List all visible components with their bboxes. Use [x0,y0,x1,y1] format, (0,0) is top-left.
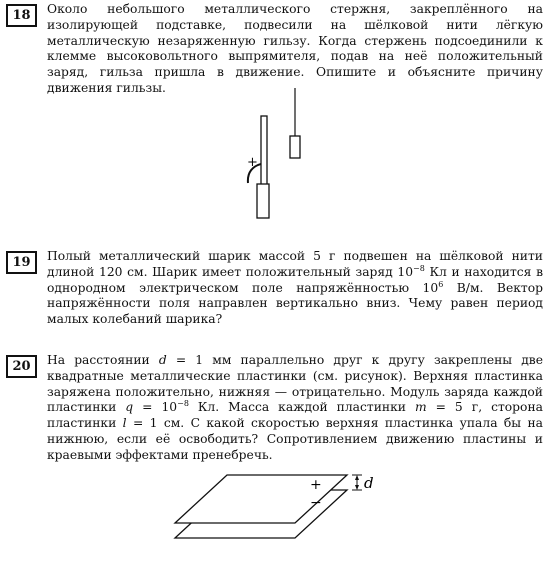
parallel-plates-figure [170,470,390,565]
d-label: d [364,474,374,492]
metal-rod [261,116,267,186]
metal-sleeve [290,136,300,158]
problem-number-20: 20 [6,355,37,378]
problem-text-18: Около небольшого металлического стержня, закреплённого на изолирующей подставке, подвесили на шёлковой нити лёгкую металлическую незаряженную гильзу. Когда стержень подсоединили к клемме высоковольтного выпрямителя, подав на неё положительный заряд, гильза пришла в движение. Опишите и объясните причину движения гильзы. [47,2,543,95]
plus-label: + [247,155,258,170]
plus-label: + [310,477,322,493]
minus-label: − [310,495,322,511]
problem-text-19: Полый металлический шарик массой 5 г подвешен на шёлковой нити длиной 120 см. Шарик имеет положительный заряд $10^{-8}$ Кл и находится в однородном электрическом поле напряжённостью $10^6$ В/м. Вектор напряжённости поля направлен вертикально вниз. Чему равен период малых колебаний шарика? [47,249,543,327]
problem-text-20: На расстоянии d = 1 мм параллельно друг к другу закреплены две квадратные металлические пластинки (см. рисунок). Верхняя пластинка заряжена положительно, нижняя — отрицательно. Модуль заряда каждой пластинки $q = 10^{-8}$ Кл. Масса каждой пластинки m = 5 г, сторона пластинки l = 1 см. С какой скоростью верхняя пластинка упала бы на нижнюю, если её освободить? Сопротивлением движению пластины и краевыми эффектами пренебречь. [47,353,544,462]
problem-number-18: 18 [6,4,37,27]
problem-number-19: 19 [6,251,37,274]
rod-and-sleeve-figure [235,86,315,221]
insulating-stand [257,184,269,218]
